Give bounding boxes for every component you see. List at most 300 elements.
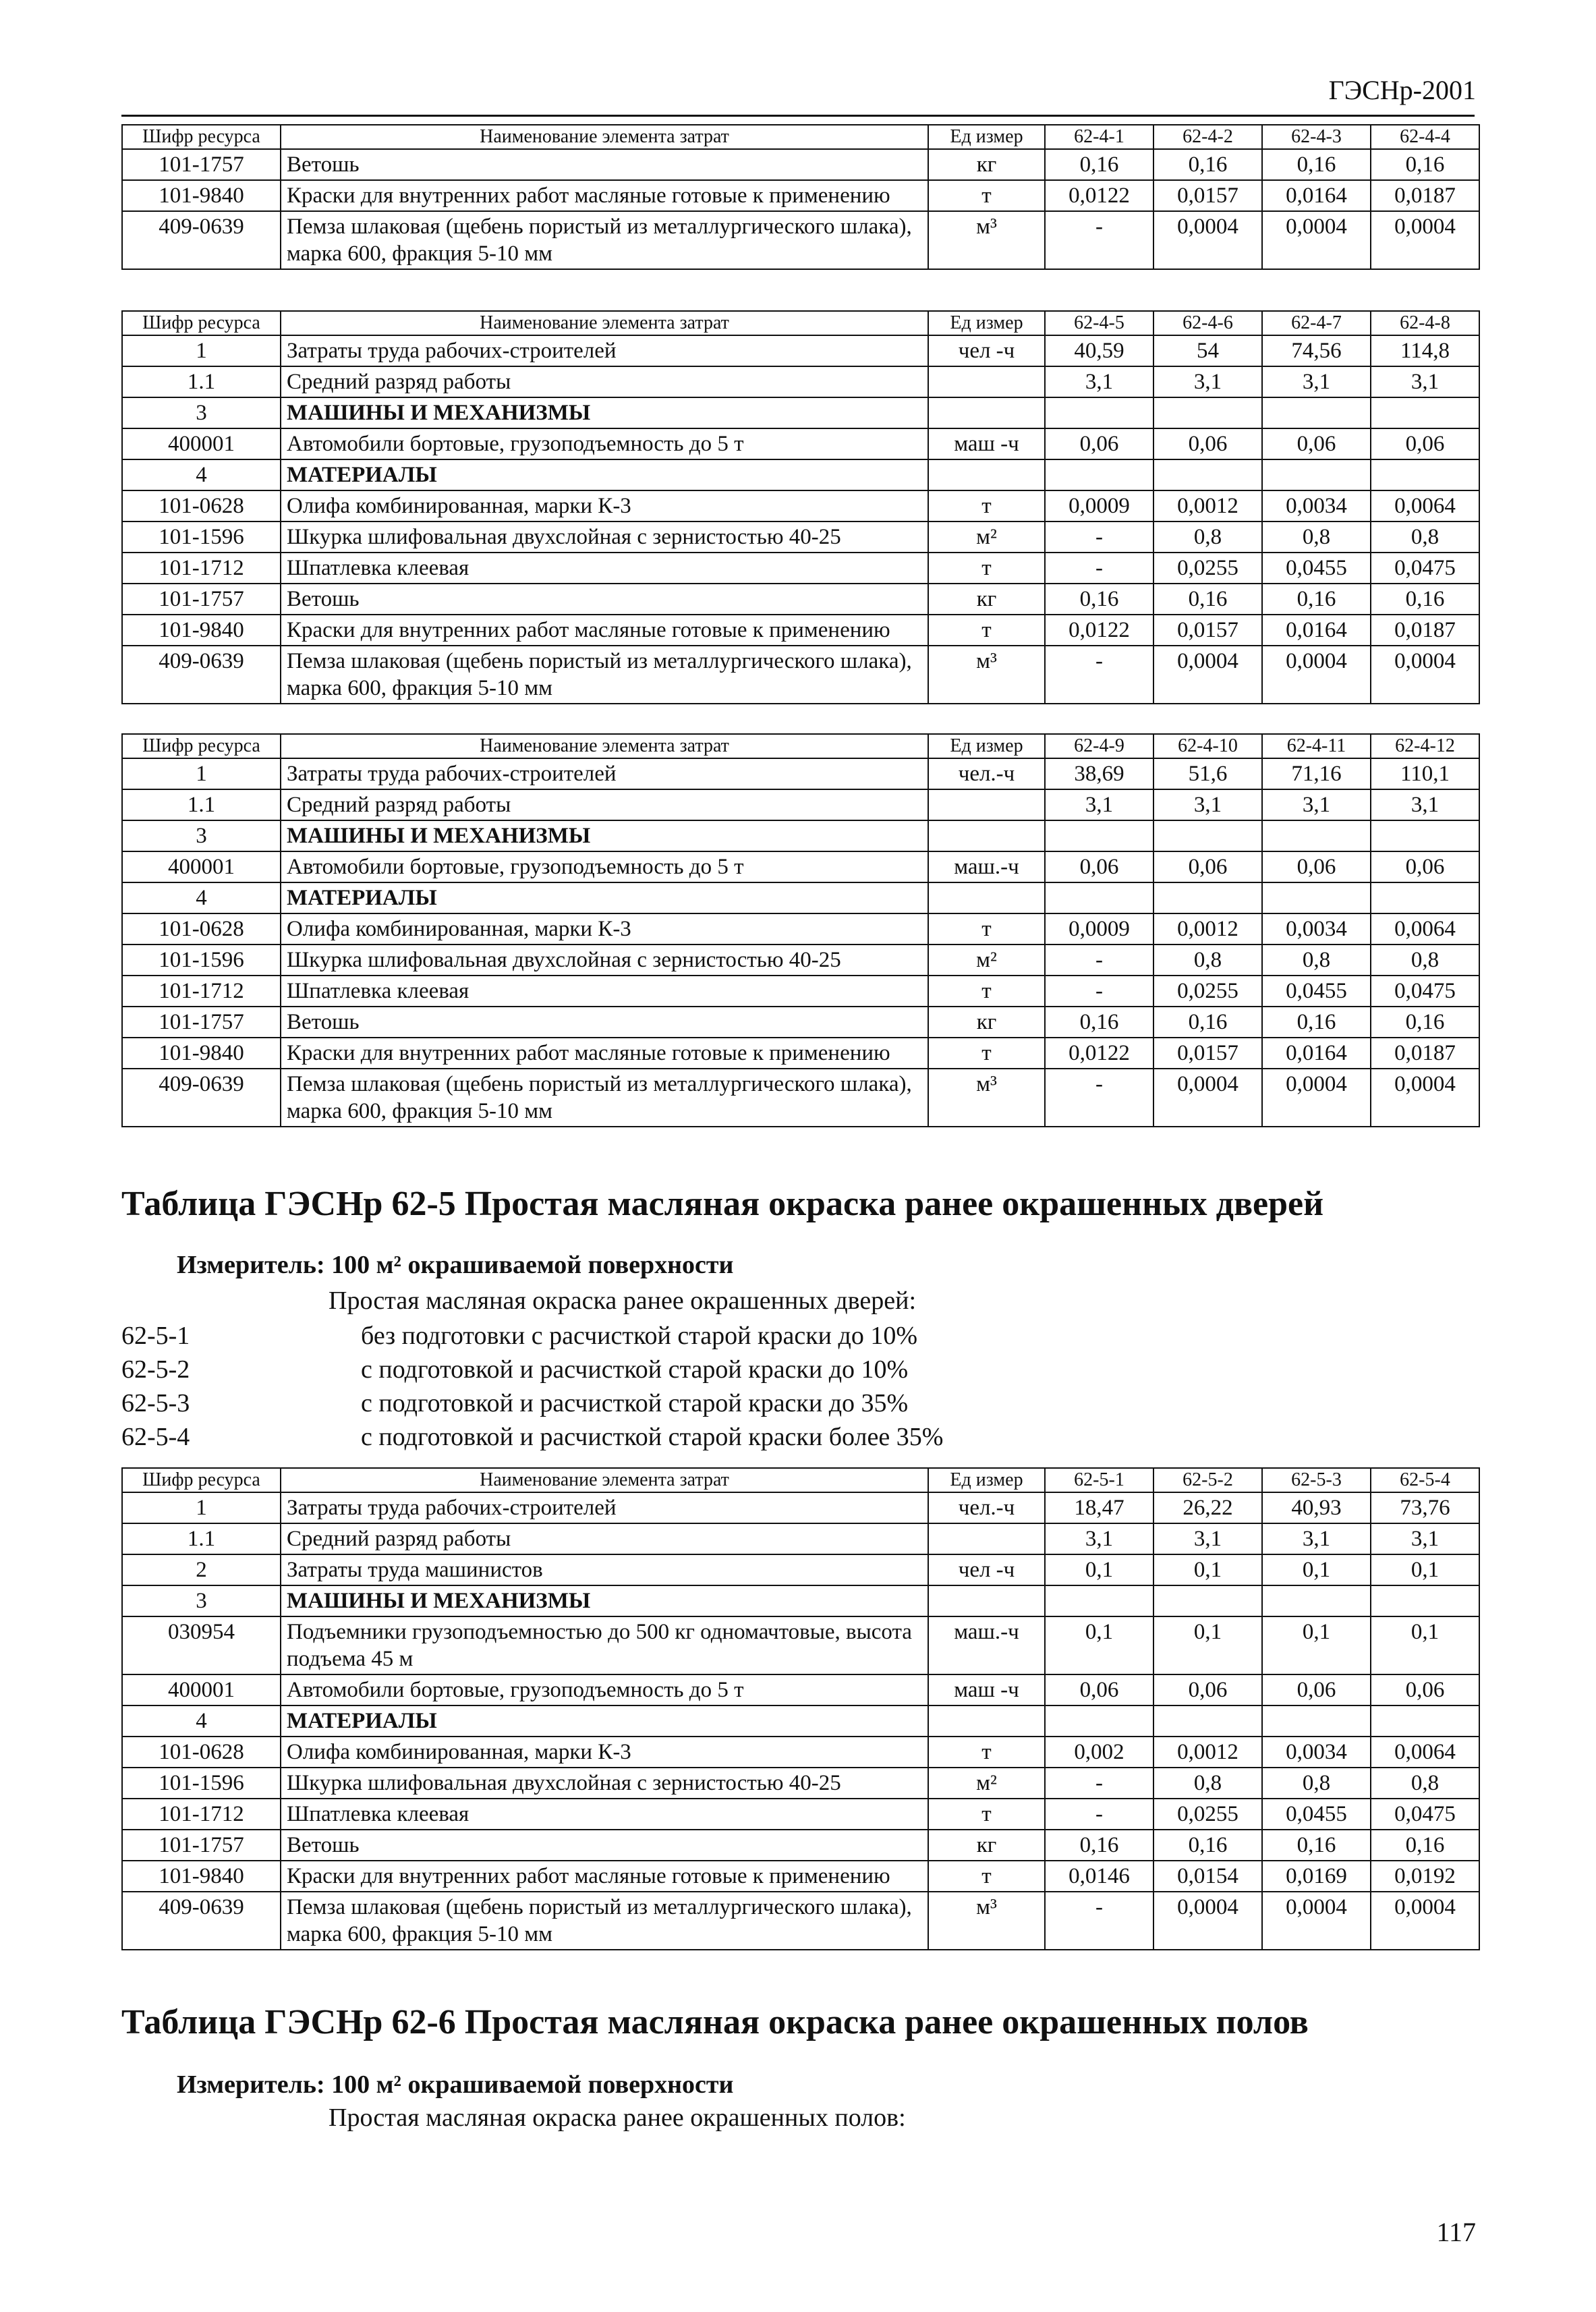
table-row [122,976,1479,1007]
unit-cell: маш.-ч [928,1616,1045,1674]
meter-62-6 [177,2070,733,2099]
norm-value-cell: 0,0255 [1153,553,1262,584]
table-row [122,553,1479,584]
resource-code-cell: 4 [122,459,281,490]
norm-value-cell: 0,16 [1153,584,1262,615]
table-header-row [122,311,1479,335]
norm-value-cell: - [1045,944,1153,976]
norm-value-cell: 0,0004 [1262,646,1371,704]
norm-value-cell: 0,0192 [1371,1861,1479,1892]
resource-code-cell: 101-1596 [122,521,281,553]
table-row [122,1554,1479,1585]
unit-cell: маш -ч [928,1674,1045,1705]
resource-name-cell: Затраты труда рабочих-строителей [281,335,928,366]
resource-name-cell: Пемза шлаковая (щебень пористый из металлургического шлака), марка 600, фракция 5-10 мм [281,211,928,269]
col-header-norm: 62-5-1 [1045,1468,1153,1492]
norm-value-cell: 0,0455 [1262,1799,1371,1830]
norm-value-cell: - [1045,1892,1153,1950]
norm-value-cell [1045,459,1153,490]
norm-value-cell [1262,397,1371,428]
resource-name-cell: Шпатлевка клеевая [281,1799,928,1830]
norm-value-cell: 71,16 [1262,758,1371,789]
norm-value-cell: 3,1 [1262,366,1371,397]
unit-cell: чел.-ч [928,1492,1045,1523]
norm-value-cell: 0,0004 [1153,646,1262,704]
norm-value-cell: 0,06 [1262,851,1371,882]
norm-value-cell: 0,0004 [1371,211,1479,269]
norm-value-cell: 0,0122 [1045,180,1153,211]
resource-code-cell: 1.1 [122,789,281,820]
variant-text: с подготовкой и расчисткой старой краски до 35% [361,1389,909,1417]
resource-name-cell: Пемза шлаковая (щебень пористый из металлургического шлака), марка 600, фракция 5-10 мм [281,1892,928,1950]
table-row [122,459,1479,490]
table-row [122,1705,1479,1737]
resource-name-cell: Шкурка шлифовальная двухслойная с зернистостью 40-25 [281,521,928,553]
norm-value-cell: 0,0157 [1153,180,1262,211]
norm-value-cell: 0,16 [1045,1007,1153,1038]
unit-cell: т [928,1861,1045,1892]
unit-cell: м³ [928,1892,1045,1950]
norm-value-cell: 0,06 [1045,851,1153,882]
variant-text: с подготовкой и расчисткой старой краски более 35% [361,1423,944,1451]
table-row [122,397,1479,428]
table-row [122,490,1479,521]
unit-cell [928,820,1045,851]
norm-value-cell [1371,459,1479,490]
col-header-norm: 62-4-9 [1045,734,1153,758]
section-title-62-6: Таблица ГЭСНр 62-6 Простая масляная окраска ранее окрашенных полов [121,2003,1309,2041]
unit-cell: м³ [928,1069,1045,1127]
resource-name-cell: Краски для внутренних работ масляные готовые к применению [281,1861,928,1892]
norm-value-cell: 0,0169 [1262,1861,1371,1892]
table-row [122,882,1479,913]
table-header-row [122,734,1479,758]
resource-code-cell: 101-0628 [122,913,281,944]
norm-value-cell: 0,16 [1045,1830,1153,1861]
unit-cell: м³ [928,646,1045,704]
table-row [122,1768,1479,1799]
unit-cell: кг [928,584,1045,615]
norm-value-cell: - [1045,646,1153,704]
unit-cell: кг [928,149,1045,180]
norm-value-cell: 0,1 [1153,1554,1262,1585]
resource-code-cell: 409-0639 [122,1069,281,1127]
resource-name-cell: МАТЕРИАЛЫ [281,459,928,490]
norm-value-cell [1153,397,1262,428]
norm-value-cell: 0,8 [1153,1768,1262,1799]
unit-cell [928,1585,1045,1616]
norm-value-cell: 0,16 [1371,149,1479,180]
variant-code: 62-5-1 [121,1322,190,1350]
resource-name-cell: Ветошь [281,1830,928,1861]
norm-value-cell [1371,1705,1479,1737]
norm-value-cell: 51,6 [1153,758,1262,789]
norm-value-cell: 0,0004 [1262,211,1371,269]
resource-code-cell: 101-1757 [122,1007,281,1038]
resource-name-cell: Олифа комбинированная, марки К-3 [281,1737,928,1768]
norm-value-cell [1045,397,1153,428]
norm-value-cell: 0,06 [1371,851,1479,882]
section-title-62-5: Таблица ГЭСНр 62-5 Простая масляная окраска ранее окрашенных дверей [121,1185,1324,1223]
norm-value-cell: 0,0012 [1153,1737,1262,1768]
meter-62-5 [177,1250,733,1280]
resource-code-cell: 1.1 [122,366,281,397]
resource-name-cell: Шкурка шлифовальная двухслойная с зернистостью 40-25 [281,1768,928,1799]
norm-value-cell: 3,1 [1262,1523,1371,1554]
resource-name-cell: Ветошь [281,1007,928,1038]
variant-text: с подготовкой и расчисткой старой краски до 10% [361,1355,909,1384]
norm-value-cell: 0,06 [1371,1674,1479,1705]
norm-value-cell [1045,820,1153,851]
table-row [122,758,1479,789]
norm-value-cell: 0,0475 [1371,553,1479,584]
resource-code-cell: 030954 [122,1616,281,1674]
norm-value-cell [1262,820,1371,851]
resource-name-cell: Шпатлевка клеевая [281,553,928,584]
norm-value-cell [1371,882,1479,913]
norm-value-cell: - [1045,1069,1153,1127]
table-row [122,1861,1479,1892]
unit-cell [928,882,1045,913]
norm-value-cell: 0,0009 [1045,913,1153,944]
table-header-row [122,125,1479,149]
resource-name-cell: Средний разряд работы [281,789,928,820]
norm-value-cell: 0,1 [1045,1616,1153,1674]
col-header-norm: 62-4-4 [1371,125,1479,149]
norm-value-cell: 0,1 [1153,1616,1262,1674]
resource-code-cell: 1 [122,1492,281,1523]
resource-name-cell: Автомобили бортовые, грузоподъемность до 5 т [281,1674,928,1705]
norm-value-cell: 0,06 [1045,428,1153,459]
unit-cell: чел -ч [928,1554,1045,1585]
table-row [122,211,1479,269]
table-row [122,1830,1479,1861]
col-header-norm: 62-4-7 [1262,311,1371,335]
norm-value-cell [1262,459,1371,490]
table-row [122,789,1479,820]
col-header-norm: 62-4-12 [1371,734,1479,758]
variant-code: 62-5-4 [121,1423,190,1451]
unit-cell: т [928,976,1045,1007]
norm-value-cell: 0,16 [1153,1830,1262,1861]
norm-value-cell: 54 [1153,335,1262,366]
resource-name-cell: Пемза шлаковая (щебень пористый из металлургического шлака), марка 600, фракция 5-10 мм [281,646,928,704]
unit-cell: м² [928,521,1045,553]
norm-value-cell: 0,0064 [1371,913,1479,944]
work-description-intro: Простая масляная окраска ранее окрашенных дверей: [329,1287,917,1315]
norm-value-cell: 40,93 [1262,1492,1371,1523]
resource-code-cell: 101-1596 [122,1768,281,1799]
table-row [122,1585,1479,1616]
table-row [122,615,1479,646]
resource-code-cell: 101-9840 [122,1038,281,1069]
table-row [122,646,1479,704]
col-header-norm: 62-4-6 [1153,311,1262,335]
norm-value-cell: 0,06 [1153,851,1262,882]
table-row [122,1492,1479,1523]
norm-value-cell [1371,820,1479,851]
norm-value-cell: 0,16 [1262,584,1371,615]
norm-value-cell: 0,1 [1045,1554,1153,1585]
norm-value-cell: 0,0004 [1153,1069,1262,1127]
norm-value-cell: 0,0187 [1371,615,1479,646]
norm-value-cell: 38,69 [1045,758,1153,789]
norm-value-cell: 0,0164 [1262,615,1371,646]
norm-value-cell: 0,0164 [1262,1038,1371,1069]
norm-value-cell: 0,06 [1371,428,1479,459]
resource-code-cell: 101-1712 [122,1799,281,1830]
unit-cell: т [928,1038,1045,1069]
norm-value-cell: 0,0475 [1371,1799,1479,1830]
norm-value-cell: 0,0012 [1153,913,1262,944]
norm-value-cell: 0,0146 [1045,1861,1153,1892]
variant-line [121,1355,908,1384]
norm-value-cell: 0,0034 [1262,1737,1371,1768]
norm-value-cell: 3,1 [1045,366,1153,397]
norm-value-cell: 0,0064 [1371,490,1479,521]
norm-value-cell: 0,8 [1153,944,1262,976]
table-row [122,335,1479,366]
table-row [122,1038,1479,1069]
norm-value-cell: 0,1 [1371,1554,1479,1585]
header-rule [121,115,1475,117]
resource-code-cell: 409-0639 [122,646,281,704]
norm-value-cell: - [1045,553,1153,584]
resource-code-cell: 3 [122,820,281,851]
norm-value-cell: 3,1 [1371,1523,1479,1554]
resource-name-cell: Средний разряд работы [281,366,928,397]
resource-code-cell: 101-9840 [122,180,281,211]
norm-value-cell: 0,0154 [1153,1861,1262,1892]
norm-value-cell: 110,1 [1371,758,1479,789]
col-header-code: Шифр ресурса [122,125,281,149]
col-header-name: Наименование элемента затрат [281,125,928,149]
col-header-norm: 62-4-10 [1153,734,1262,758]
norm-value-cell: - [1045,1768,1153,1799]
norm-value-cell: 0,8 [1153,521,1262,553]
norm-value-cell: 26,22 [1153,1492,1262,1523]
norm-value-cell: 73,76 [1371,1492,1479,1523]
resource-name-cell: МАШИНЫ И МЕХАНИЗМЫ [281,397,928,428]
norm-value-cell: 0,16 [1262,149,1371,180]
norm-value-cell: 0,16 [1153,1007,1262,1038]
table-row [122,1799,1479,1830]
resource-code-cell: 4 [122,882,281,913]
norm-value-cell [1262,1585,1371,1616]
col-header-code: Шифр ресурса [122,734,281,758]
norm-value-cell: - [1045,976,1153,1007]
norm-value-cell: 0,16 [1045,584,1153,615]
norm-value-cell [1153,882,1262,913]
norm-value-cell [1045,1585,1153,1616]
norm-value-cell: 0,0122 [1045,615,1153,646]
col-header-unit: Ед измер [928,1468,1045,1492]
norm-value-cell: 0,0009 [1045,490,1153,521]
norm-value-cell: 0,16 [1262,1830,1371,1861]
col-header-norm: 62-4-5 [1045,311,1153,335]
norm-table-62-4-part3 [121,733,1480,1127]
unit-cell: маш -ч [928,428,1045,459]
norm-value-cell: 0,0004 [1153,1892,1262,1950]
col-header-norm: 62-5-4 [1371,1468,1479,1492]
unit-cell: т [928,490,1045,521]
table-row [122,1523,1479,1554]
unit-cell: т [928,913,1045,944]
norm-table-62-4-part2 [121,310,1480,704]
unit-cell: т [928,180,1045,211]
norm-value-cell: 0,8 [1262,521,1371,553]
resource-code-cell: 409-0639 [122,1892,281,1950]
col-header-norm: 62-5-2 [1153,1468,1262,1492]
resource-name-cell: Краски для внутренних работ масляные готовые к применению [281,615,928,646]
variant-line [121,1422,943,1452]
resource-name-cell: МАШИНЫ И МЕХАНИЗМЫ [281,1585,928,1616]
resource-code-cell: 409-0639 [122,211,281,269]
unit-cell: кг [928,1007,1045,1038]
norm-table-62-4-part1 [121,124,1480,270]
resource-name-cell: Ветошь [281,149,928,180]
table-row [122,1069,1479,1127]
resource-code-cell: 1.1 [122,1523,281,1554]
col-header-unit: Ед измер [928,311,1045,335]
norm-value-cell: 0,16 [1371,1830,1479,1861]
norm-value-cell: 0,0122 [1045,1038,1153,1069]
resource-code-cell: 1 [122,335,281,366]
resource-name-cell: Краски для внутренних работ масляные готовые к применению [281,1038,928,1069]
resource-name-cell: Затраты труда рабочих-строителей [281,1492,928,1523]
resource-code-cell: 101-1712 [122,976,281,1007]
norm-value-cell: 0,16 [1371,584,1479,615]
norm-value-cell: 0,8 [1262,944,1371,976]
norm-value-cell: 0,8 [1371,1768,1479,1799]
table-row [122,851,1479,882]
norm-value-cell: 3,1 [1153,789,1262,820]
norm-value-cell: 0,0455 [1262,553,1371,584]
norm-table-62-5 [121,1467,1480,1950]
norm-value-cell: 0,8 [1262,1768,1371,1799]
norm-value-cell: 3,1 [1262,789,1371,820]
unit-cell [928,1705,1045,1737]
col-header-name: Наименование элемента затрат [281,1468,928,1492]
norm-value-cell: 0,1 [1262,1616,1371,1674]
norm-value-cell: 0,1 [1371,1616,1479,1674]
norm-value-cell: 0,8 [1371,944,1479,976]
col-header-norm: 62-5-3 [1262,1468,1371,1492]
norm-value-cell: - [1045,521,1153,553]
norm-value-cell [1045,1705,1153,1737]
norm-value-cell: 0,16 [1045,149,1153,180]
resource-name-cell: МАТЕРИАЛЫ [281,1705,928,1737]
norm-value-cell [1153,820,1262,851]
unit-cell: т [928,1737,1045,1768]
resource-name-cell: Олифа комбинированная, марки К-3 [281,913,928,944]
table-row [122,149,1479,180]
norm-value-cell: 0,0004 [1371,1892,1479,1950]
unit-cell: чел.-ч [928,758,1045,789]
norm-value-cell: - [1045,1799,1153,1830]
resource-code-cell: 101-9840 [122,1861,281,1892]
unit-cell [928,397,1045,428]
unit-cell: т [928,615,1045,646]
norm-value-cell: 0,8 [1371,521,1479,553]
page-number: 117 [1436,2217,1476,2247]
col-header-code: Шифр ресурса [122,311,281,335]
norm-value-cell: 0,0187 [1371,1038,1479,1069]
resource-name-cell: Средний разряд работы [281,1523,928,1554]
norm-value-cell: 0,1 [1262,1554,1371,1585]
table-row [122,1737,1479,1768]
resource-code-cell: 101-0628 [122,490,281,521]
table-row [122,521,1479,553]
table-row [122,1616,1479,1674]
unit-cell [928,1523,1045,1554]
resource-name-cell: Затраты труда машинистов [281,1554,928,1585]
variant-code: 62-5-3 [121,1389,190,1417]
norm-value-cell: 0,0164 [1262,180,1371,211]
resource-name-cell: Ветошь [281,584,928,615]
resource-name-cell: МАШИНЫ И МЕХАНИЗМЫ [281,820,928,851]
table-row [122,428,1479,459]
meter-label: Измеритель: [177,1251,325,1279]
meter-label: Измеритель: [177,2070,325,2099]
variant-line [121,1388,908,1418]
unit-cell [928,789,1045,820]
table-header-row [122,1468,1479,1492]
norm-value-cell: 3,1 [1371,789,1479,820]
resource-code-cell: 101-1596 [122,944,281,976]
meter-value: 100 м² окрашиваемой поверхности [331,1251,734,1279]
resource-code-cell: 2 [122,1554,281,1585]
table-row [122,944,1479,976]
resource-code-cell: 400001 [122,428,281,459]
norm-value-cell: 0,16 [1371,1007,1479,1038]
col-header-norm: 62-4-8 [1371,311,1479,335]
resource-name-cell: Автомобили бортовые, грузоподъемность до 5 т [281,428,928,459]
unit-cell: м² [928,1768,1045,1799]
resource-name-cell: Шкурка шлифовальная двухслойная с зернистостью 40-25 [281,944,928,976]
resource-name-cell: Краски для внутренних работ масляные готовые к применению [281,180,928,211]
col-header-name: Наименование элемента затрат [281,311,928,335]
norm-value-cell [1262,1705,1371,1737]
norm-value-cell: 0,0455 [1262,976,1371,1007]
col-header-unit: Ед измер [928,125,1045,149]
resource-code-cell: 4 [122,1705,281,1737]
resource-code-cell: 101-9840 [122,615,281,646]
norm-value-cell: 3,1 [1153,366,1262,397]
unit-cell [928,459,1045,490]
norm-value-cell: 0,002 [1045,1737,1153,1768]
norm-value-cell: 0,0004 [1153,211,1262,269]
norm-value-cell: 0,0004 [1262,1069,1371,1127]
norm-value-cell: 0,06 [1153,1674,1262,1705]
norm-value-cell: 0,0064 [1371,1737,1479,1768]
norm-value-cell: 0,06 [1153,428,1262,459]
norm-value-cell: 3,1 [1045,789,1153,820]
norm-value-cell: 0,0475 [1371,976,1479,1007]
norm-value-cell [1371,1585,1479,1616]
col-header-norm: 62-4-2 [1153,125,1262,149]
norm-value-cell: 0,06 [1262,428,1371,459]
resource-code-cell: 101-1712 [122,553,281,584]
resource-code-cell: 3 [122,397,281,428]
resource-code-cell: 3 [122,1585,281,1616]
resource-name-cell: Шпатлевка клеевая [281,976,928,1007]
table-row [122,1007,1479,1038]
norm-value-cell [1371,397,1479,428]
col-header-name: Наименование элемента затрат [281,734,928,758]
resource-code-cell: 101-1757 [122,584,281,615]
norm-value-cell: 0,0157 [1153,1038,1262,1069]
